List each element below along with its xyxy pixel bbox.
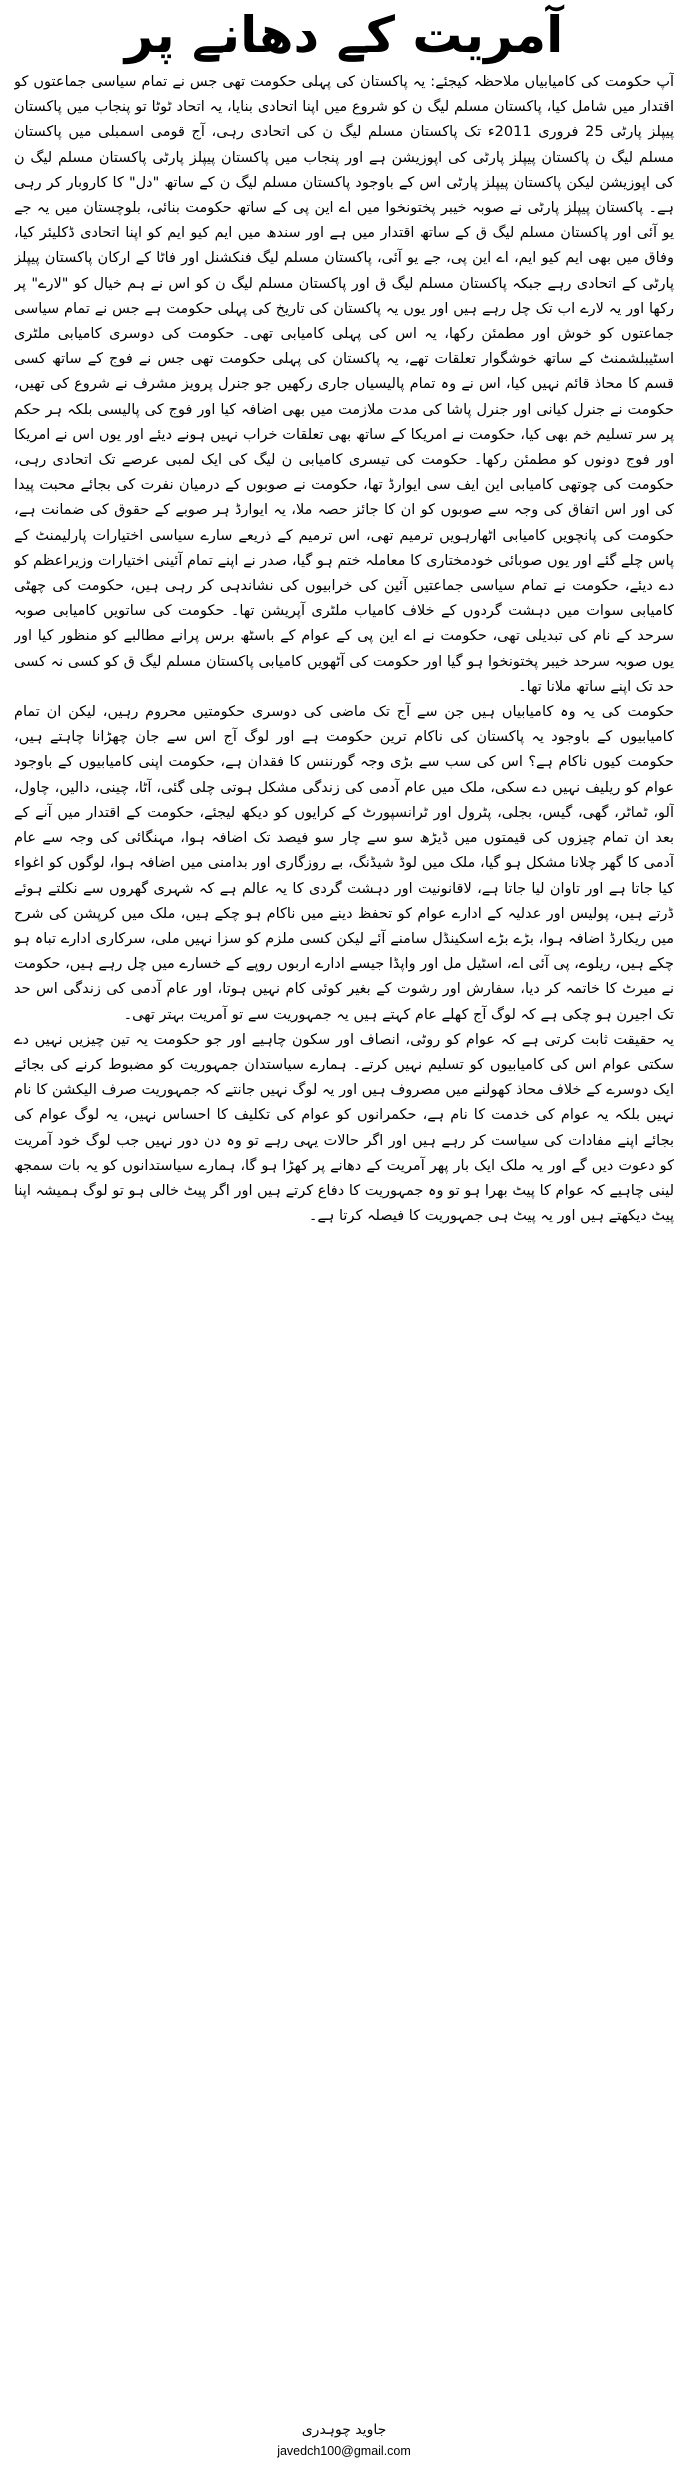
article-paragraph: یہ حقیقت ثابت کرتی ہے کہ عوام کو روٹی، انصاف اور سکون چاہیے اور جو حکومت یہ تین چیزیں نہیں دے سکتی عوام اس کی کامیابیوں کو تسلیم نہیں کرتے۔ ہمارے سیاستدان جمہوریت کو مضبوط کرنے کی بجائے ایک دوسرے کے خلاف محاذ کھولنے میں مصروف ہیں اور یہ لوگ نہیں جانتے کہ جمہوریت صرف الیکشن کا نام نہیں بلکہ یہ عوام کی خدمت کا نام ہے، حکمرانوں کو عوام کی تکلیف کا احساس نہیں، یہ لوگ عوام کی بجائے اپنے مفادات کی سیاست کر رہے ہیں اور اگر حالات یہی رہے تو وہ دن دور نہیں جب لوگ خود آمریت کو دعوت دیں گے اور یہ ملک ایک بار پھر آمریت کے دھانے پر کھڑا ہو گا، ہمارے سیاستدانوں کو یہ بات سمجھ لینی چاہیے کہ عوام کا پیٹ بھرا ہو تو وہ جمہوریت کا دفاع کرتے ہیں اور اگر پیٹ خالی ہو تو لوگ ہمیشہ اپنا پیٹ دیکھتے ہیں اور یہ پیٹ ہی جمہوریت کا فیصلہ کرتا ہے۔ <box>14 1031 674 1225</box>
article-paragraph: حکومت کی یہ وہ کامیابیاں ہیں جن سے آج تک ماضی کی دوسری حکومتیں محروم رہیں، لیکن ان تمام کامیابیوں کے باوجود یہ پاکستان کی ناکام ترین حکومت ہے اور لوگ آج اس سے جان چھڑانا چاہتے ہیں، حکومت کیوں ناکام ہے؟ اس کی سب سے بڑی وجہ گورننس کا فقدان ہے، حکومت اپنی کامیابیوں کے باوجود عوام کو ریلیف نہیں دے سکی، ملک میں عام آدمی کی زندگی مشکل ہوتی چلی گئی، آٹا، چینی، دالیں، چاول، آلو، ٹماٹر، گھی، گیس، بجلی، پٹرول اور ٹرانسپورٹ کے کرایوں کو دیکھ لیجئے، حکومت کے اقتدار میں آنے کے بعد ان تمام چیزوں کی قیمتوں میں ڈیڑھ سو سے چار سو فیصد تک اضافہ ہوا، مہنگائی کی وجہ سے عام آدمی کا گھر چلانا مشکل ہو گیا، ملک میں لوڈ شیڈنگ، بے روزگاری اور بدامنی میں اضافہ ہوا، لوگوں کو اغواء کیا جاتا ہے اور تاوان لیا جاتا ہے، لاقانونیت اور دہشت گردی کا یہ عالم ہے کہ شہری گھروں سے نکلتے ہوئے ڈرتے ہیں، پولیس اور عدلیہ کے ادارے عوام کو تحفظ دینے میں ناکام ہو چکے ہیں، ملک میں کرپشن کی شرح میں ریکارڈ اضافہ ہوا، بڑے بڑے اسکینڈل سامنے آئے لیکن کسی ملزم کو سزا نہیں ملی، سرکاری ادارے تباہ ہو چکے ہیں، ریلوے، پی آئی اے، اسٹیل مل اور واپڈا جیسے ادارے اربوں روپے کے خسارے میں چل رہے ہیں، حکومت نے میرٹ کا خاتمہ کر دیا، سفارش اور رشوت کے بغیر کوئی کام نہیں ہوتا، اور عام آدمی کی زندگی اس حد تک اجیرن ہو چکی ہے کہ لوگ آج کھلے عام کہتے ہیں یہ جمہوریت سے تو آمریت بہتر تھی۔ <box>14 704 674 1023</box>
column-headline: آمریت کے دھانے پر <box>124 6 564 64</box>
article-paragraph: آپ حکومت کی کامیابیاں ملاحظہ کیجئے: یہ پاکستان کی پہلی حکومت تھی جس نے تمام سیاسی جماعتوں کو اقتدار میں شامل کیا، پاکستان مسلم لیگ ن کو شروع میں اپنا اتحادی بنایا، یہ اتحاد ٹوٹا تو پنجاب میں پاکستان پیپلز پارٹی 25 فروری 2011ء تک پاکستان مسلم لیگ ن کی اتحادی رہی، آج قومی اسمبلی میں پاکستان مسلم لیگ ن پاکستان پیپلز پارٹی کی اپوزیشن ہے اور پنجاب میں پاکستان پیپلز پارٹی پاکستان مسلم لیگ ن کی اپوزیشن لیکن پاکستان پیپلز پارٹی اس کے باوجود پاکستان مسلم لیگ ن کے ساتھ "دل" کا کاروبار کر رہی ہے۔ پاکستان پیپلز پارٹی نے صوبہ خیبر پختونخوا میں اے این پی کے ساتھ حکومت بنائی، بلوچستان میں یہ جے یو آئی اور پاکستان مسلم لیگ ق کے ساتھ اقتدار میں ہے اور سندھ میں ایم کیو ایم کو اپنا اتحادی ڈکلیئر کیا، وفاق میں بھی ایم کیو ایم، اے این پی، جے یو آئی، پاکستان مسلم لیگ فنکشنل اور فاٹا کے ارکان پاکستان پیپلز پارٹی کے اتحادی رہے جبکہ پاکستان مسلم لیگ ق اور پاکستان مسلم لیگ ن کو اس نے ہم خیال کو "لارے" پر رکھا اور یہ لارے اب تک چل رہے ہیں اور یوں یہ پاکستان کی تاریخ کی پہلی حکومت ہے جس نے تمام سیاسی جماعتوں کو خوش اور مطمئن رکھا، یہ اس کی پہلی کامیابی تھی۔ حکومت کی دوسری کامیابی ملٹری اسٹیبلشمنٹ کے ساتھ خوشگوار تعلقات تھے، یہ پاکستان کی پہلی حکومت تھی جس نے فوج کے ساتھ کسی قسم کا محاذ قائم نہیں کیا، اس نے وہ تمام پالیسیاں جاری رکھیں جو جنرل پرویز مشرف نے شروع کی تھیں، حکومت نے جنرل کیانی اور جنرل پاشا کی مدت ملازمت میں بھی اضافہ کیا اور فوج کی پالیسی بلکہ ہر حکم پر سر تسلیم خم بھی کیا، حکومت نے امریکا کے ساتھ بھی تعلقات خراب نہیں ہونے دیئے اور یوں اس نے امریکا اور فوج دونوں کو مطمئن رکھا۔ حکومت کی تیسری کامیابی ن لیگ کی ایک لمبی عرصے تک اتحادی رہی، حکومت کی چوتھی کامیابی این ایف سی ایوارڈ تھا، حکومت نے صوبوں کے درمیان نفرت کی بجائے محبت پیدا کی اور اس اتفاق کی وجہ سے صوبوں کو ان کا جائز حصہ ملا، یہ ایوارڈ ہر صوبے کے حقوق کی ضمانت ہے، حکومت کی پانچویں کامیابی اٹھارہویں ترمیم تھی، اس ترمیم کے ذریعے سارے سیاسی اختیارات پارلیمنٹ کے پاس چلے گئے اور یوں صوبائی خودمختاری کا معاملہ ختم ہو گیا، صدر نے اپنے تمام آئینی اختیارات وزیراعظم کو دے دیئے، حکومت نے تمام سیاسی جماعتیں آئین کی خرابیوں کی نشاندہی کر رہی ہیں، حکومت کی چھٹی کامیابی سوات میں دہشت گردوں کے خلاف کامیاب ملٹری آپریشن تھا۔ حکومت کی ساتویں کامیابی صوبہ سرحد کے نام کی تبدیلی تھی، حکومت نے اے این پی کے عوام کے باسٹھ برس پرانے مطالبے کو منظور کیا اور یوں صوبہ سرحد خیبر پختونخوا ہو گیا اور حکومت کی آٹھویں کامیابی پاکستان مسلم لیگ ق کو کسی نہ کسی حد تک اپنے ساتھ ملانا تھا۔ <box>14 74 674 695</box>
article-body <box>14 70 674 2390</box>
author-name: جاوید چوہدری <box>301 2422 387 2438</box>
author-email[interactable]: javedch100@gmail.com <box>277 2444 411 2458</box>
